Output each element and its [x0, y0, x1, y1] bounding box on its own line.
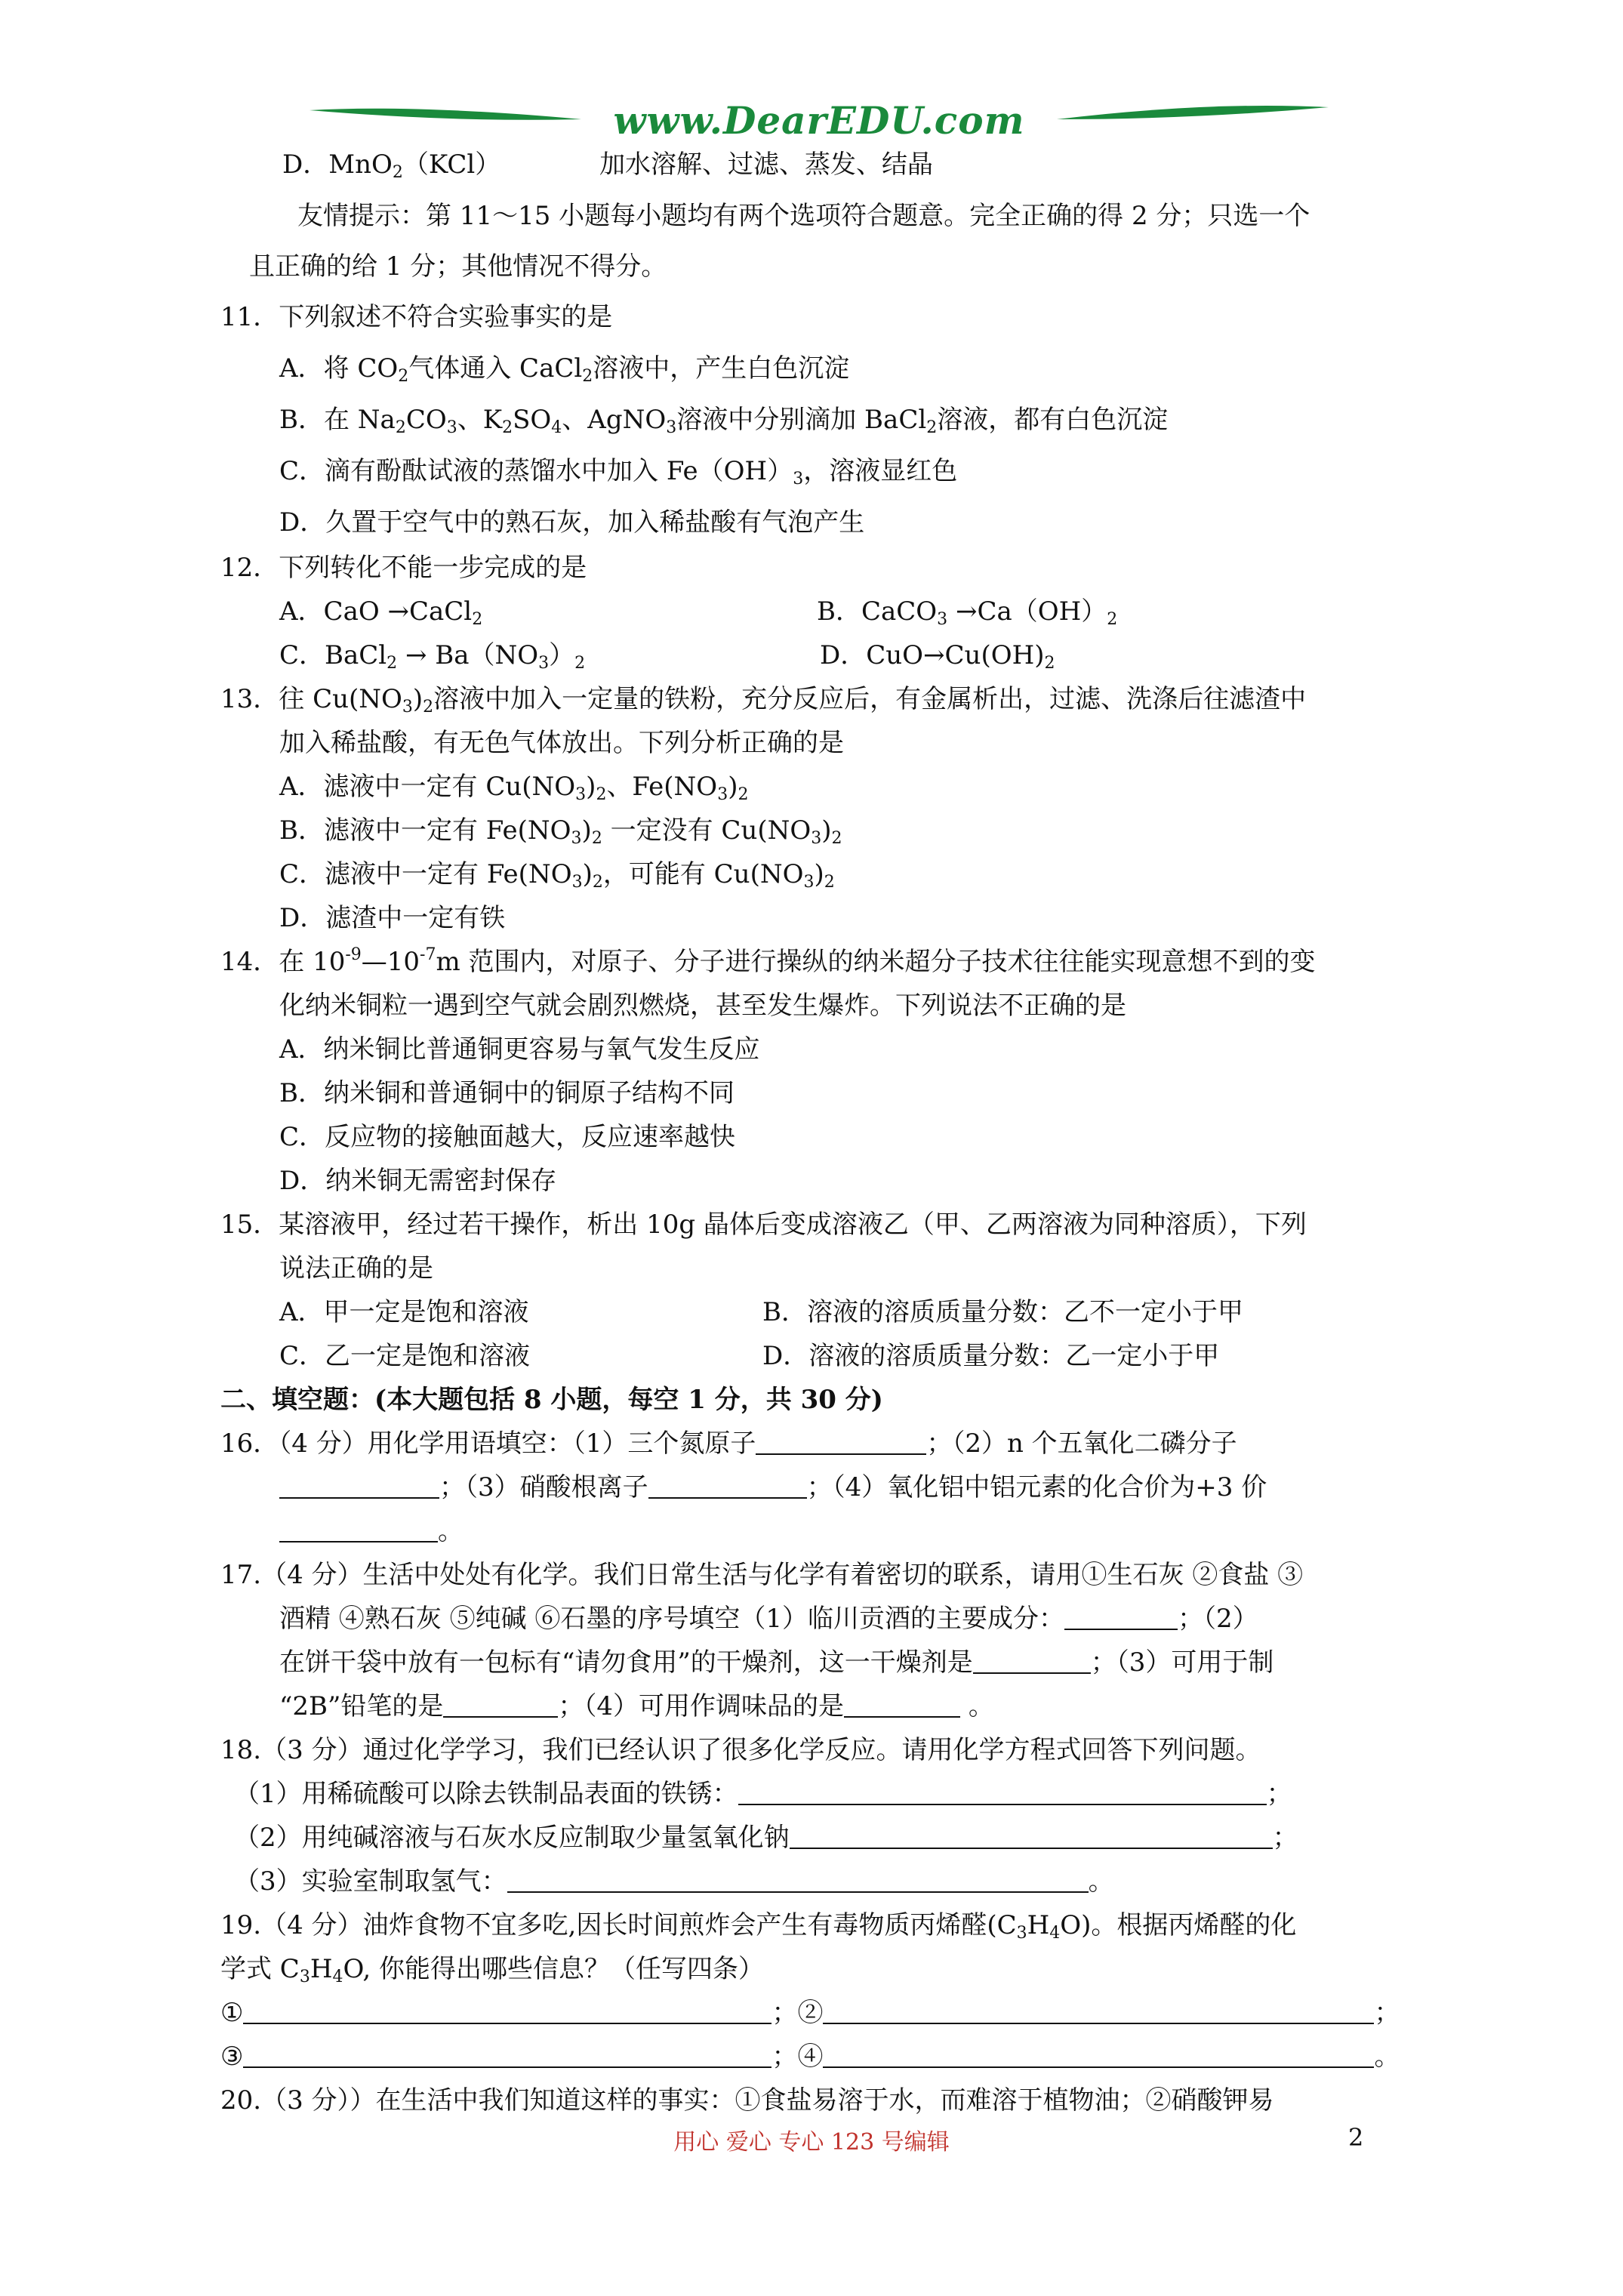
site-logo-text: www.DearEDU.com [613, 98, 1025, 143]
tip-line-1: 友情提示：第 11～15 小题每小题均有两个选项符合题意。完全正确的得 2 分；只选一个 [297, 201, 1310, 231]
q17-line-4: “2B”铅笔的是 ；（4）可用作调味品的是 。 [279, 1691, 994, 1721]
q13-option-d: D．滤渣中一定有铁 [279, 903, 506, 933]
q16-blank-3[interactable] [648, 1475, 807, 1499]
q11-stem: 11．下列叙述不符合实验事实的是 [220, 302, 613, 332]
q14-stem-2: 化纳米铜粒一遇到空气就会剧烈燃烧，甚至发生爆炸。下列说法不正确的是 [279, 991, 1126, 1021]
q19-blank-1[interactable] [243, 2000, 771, 2024]
footer-editor-note: 用心 爱心 专心 123 号编辑 [673, 2129, 950, 2156]
q16-line-2: ；（3）硝酸根离子 ；（4）氧化铝中铝元素的化合价为+3 价 [279, 1471, 1267, 1504]
q13-option-c: C．滤液中一定有 $Fe(NO_3)_2$，可能有 $Cu(NO_3)_2$ [279, 859, 835, 892]
q17-line-3: 在饼干袋中放有一包标有“请勿食用”的干燥剂，这一干燥剂是 ；（3）可用于制 [279, 1647, 1274, 1678]
q17-line-2: 酒精 ④熟石灰 ⑤纯碱 ⑥石墨的序号填空（1）临川贡酒的主要成分： ；（2） [279, 1604, 1258, 1634]
q19-answer-row-2: ③ ；④ 。 [220, 2042, 1400, 2072]
q17-blank-1[interactable] [1064, 1606, 1178, 1630]
page-footer [0, 2123, 1623, 2156]
q18-part-2: （2）用纯碱溶液与石灰水反应制取少量氢氧化钠 ； [234, 1823, 1298, 1853]
q14-option-d: D．纳米铜无需密封保存 [279, 1166, 557, 1196]
q14-option-c: C．反应物的接触面越大，反应速率越快 [279, 1122, 736, 1152]
q14-option-a: A．纳米铜比普通铜更容易与氧气发生反应 [279, 1034, 760, 1065]
q11-option-c: C．滴有酚酞试液的蒸馏水中加入 $Fe(OH)_3$，溶液显红色 [279, 456, 958, 488]
q18-blank-2[interactable] [790, 1825, 1273, 1849]
q18-part-3: （3）实验室制取氢气： 。 [234, 1866, 1114, 1897]
q16-line-1: 16．（4 分）用化学用语填空：（1）三个氮原子 ；（2）n 个五氧化二磷分子 [220, 1428, 1237, 1459]
q14-option-b: B．纳米铜和普通铜中的铜原子结构不同 [279, 1078, 735, 1108]
q14-stem-1: 14．在 $10^{-9}—10^{-7}m$ 范围内，对原子、分子进行操纵的纳米超分子技术往往能实现意想不到的变 [220, 945, 1316, 977]
q15-option-c: C．乙一定是饱和溶液 [279, 1341, 531, 1371]
q19-blank-4[interactable] [823, 2044, 1374, 2068]
q11-option-b: B．在 $Na_2CO_3$、$K_2SO_4$、AgNO$_3$溶液中分别滴加 BaCl$_2$溶液，都有白色沉淀 [279, 405, 1169, 437]
q18-blank-1[interactable] [738, 1781, 1267, 1805]
q17-blank-4[interactable] [844, 1693, 960, 1718]
q19-line-2: 学式 $C_3H_4O$, 你能得出哪些信息？（任写四条） [220, 1954, 764, 1986]
q20-line-1: 20.（3 分））在生活中我们知道这样的事实：①食盐易溶于水，而难溶于植物油；②硝酸钾易 [220, 2085, 1274, 2116]
q15-option-b: B．溶液的溶质质量分数：乙不一定小于甲 [762, 1297, 1243, 1327]
q13-stem-1: 13．往 $Cu(NO_3)_2$溶液中加入一定量的铁粉，充分反应后，有金属析出，过滤、洗涤后往滤渣中 [220, 684, 1307, 717]
q19-blank-2[interactable] [823, 2000, 1374, 2024]
q15-stem-1: 15．某溶液甲，经过若干操作，析出 10g 晶体后变成溶液乙（甲、乙两溶液为同种溶质），下列 [220, 1210, 1307, 1240]
q12-option-c: C．BaCl$_2$ → $Ba(NO_3)_2$ [279, 640, 586, 673]
q13-option-b: B．滤液中一定有 $Fe(NO_3)_2$ 一定没有 $Cu(NO_3)_2$ [279, 815, 842, 848]
q19-answer-row-1: ① ；② ； [220, 1998, 1400, 2028]
page-number: 2 [1348, 2123, 1364, 2152]
q18-line-1: 18.（3 分）通过化学学习，我们已经认识了很多化学反应。请用化学方程式回答下列问题。 [220, 1735, 1261, 1765]
q17-blank-3[interactable] [443, 1693, 558, 1718]
q10-option-d: D．MnO$_2$（KCl） 加水溶解、过滤、蒸发、结晶 [282, 149, 934, 182]
q17-line-1: 17.（4 分）生活中处处有化学。我们日常生活与化学有着密切的联系，请用①生石灰 ②食盐 ③ [220, 1560, 1304, 1590]
q12-option-a: A．CaO →CaCl$_2$ [279, 596, 483, 629]
q11-option-a: A．将 $CO_2$气体通入 CaCl$_2$溶液中，产生白色沉淀 [279, 353, 850, 386]
q12-option-d: D．$CuO\to Cu(OH)_2$ [820, 640, 1055, 673]
q17-blank-2[interactable] [973, 1650, 1091, 1674]
q11-option-d: D．久置于空气中的熟石灰，加入稀盐酸有气泡产生 [279, 507, 865, 538]
q16-blank-1[interactable] [756, 1431, 926, 1455]
q19-blank-3[interactable] [243, 2044, 771, 2068]
q19-line-1: 19.（4 分）油炸食物不宜多吃,因长时间煎炸会产生有毒物质丙烯醛$(C_3H_4O)$。根据丙烯醛的化 [220, 1910, 1297, 1943]
q12-option-b: B．CaCO$_3$ $\to Ca(OH)_2$ [817, 596, 1118, 629]
tip-line-2: 且正确的给 1 分；其他情况不得分。 [249, 251, 667, 282]
q18-blank-3[interactable] [507, 1869, 1089, 1893]
q13-option-a: A．滤液中一定有 $Cu(NO_3)_2$、$Fe(NO_3)_2$ [279, 772, 749, 804]
q12-stem: 12．下列转化不能一步完成的是 [220, 553, 587, 583]
q16-blank-2[interactable] [279, 1475, 439, 1499]
section-2-heading: 二、填空题：(本大题包括 8 小题，每空 1 分，共 30 分) [220, 1385, 883, 1415]
header-banner [302, 97, 1336, 142]
q15-option-a: A．甲一定是饱和溶液 [279, 1297, 529, 1327]
q13-stem-2: 加入稀盐酸，有无色气体放出。下列分析正确的是 [279, 728, 844, 758]
q15-option-d: D．溶液的溶质质量分数：乙一定小于甲 [762, 1341, 1220, 1371]
q16-blank-4[interactable] [279, 1518, 438, 1542]
q16-line-3: 。 [279, 1515, 463, 1548]
q15-stem-2: 说法正确的是 [279, 1253, 433, 1284]
q18-part-1: （1）用稀硫酸可以除去铁制品表面的铁锈： ； [234, 1779, 1292, 1809]
